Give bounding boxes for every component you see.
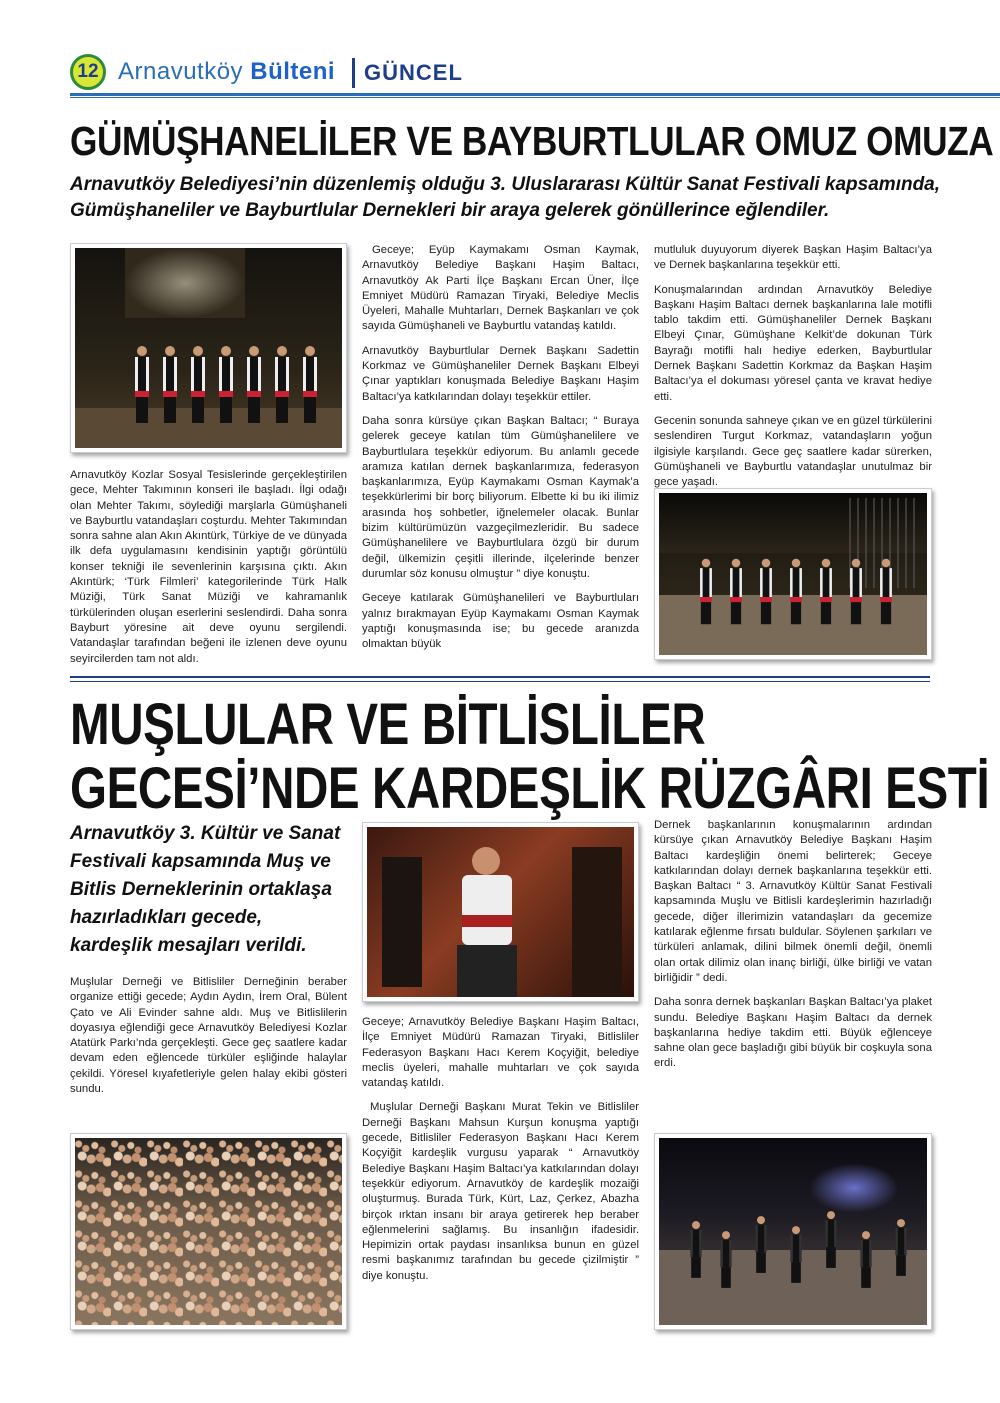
article2-subtitle: Arnavutköy 3. Kültür ve Sanat Festivali kapsamında Muş ve Bitlis Derneklerinin ortaklaşa hazırladıkları gecede, kardeşlik mesajları verildi. — [70, 823, 341, 956]
article1-col3-paragraph: Gecenin sonunda sahneye çıkan ve en güzel türkülerini seslendiren Turgut Korkmaz, vatandaşların yoğun ilgisiyle karşılandı. Gece geç saatlere kadar sürerken, Gümüşhaneli ve Bayburtlu vatandaşlar unutulmaz bir gece yaşadı. — [654, 414, 932, 489]
dancer-head — [472, 847, 500, 875]
publication-bold: Bülteni — [250, 58, 336, 85]
dancer-figure — [825, 1211, 836, 1268]
dancer-figure — [720, 1231, 731, 1288]
page-header — [70, 52, 950, 92]
header-separator — [352, 58, 355, 88]
dancer-figure — [135, 346, 149, 423]
crowd-faces — [75, 1138, 342, 1325]
article2-column-2 — [362, 1015, 639, 1293]
article1-col2-paragraph: Arnavutköy Bayburtlular Dernek Başkanı Sadettin Korkmaz ve Gümüşhaneliler Dernek Başkanı Elbeyi Çınar yaptıkları konuşmada Belediye Başkanı Haşim Baltacı’ya katkılarından dolayı teşekkür ettiler. — [362, 344, 639, 403]
article1-col3-paragraph: mutluluk duyuyorum diyerek Başkan Haşim Baltacı’ya ve Dernek başkanlarına teşekkür etti. — [654, 244, 932, 272]
article2-photo-crowd — [70, 1133, 347, 1330]
publication-prefix: Arnavutköy — [118, 58, 251, 85]
article1-col1-paragraph: Arnavutköy Kozlar Sosyal Tesislerinde gerçekleştirilen gece, Mehter Takımının konseri ile başladı. İlgi odağı olan Mehter Takımı, söylediği marşlarla Gümüşhaneli ve Bayburtlu vatandaşları coşturdu. Mehter Takımından sonra sahne alan Akın Akıntürk, Türkiye de ve dünyada ilk defa uygulamasını kendisinin yaptığı görüntülü konser tekniği ile sevenlerinin karşısına çıktı. Akın Akıntürk; ‘Türk Filmleri’ kategorilerinde Türk Halk Müziği, Türk Sanat Müziği ve kahramanlık türkülerinden oluşan eserlerini seslendirdi. Daha sonra Bayburt yöresine ait deve oyunu sergilendi. Vatandaşlar tarafından beğeni ile izlenen deve oyunu seyircilerden tam not aldı. — [70, 469, 347, 665]
dancer-figure — [790, 1226, 801, 1283]
article1-title: GÜMÜŞHANELİLER VE BAYBURTLULAR OMUZ OMUZA — [70, 118, 994, 164]
dancer-figure — [850, 559, 862, 624]
dancer-figure — [247, 346, 261, 423]
halay-image — [659, 1138, 927, 1325]
article2-col2-paragraph: Geceye; Arnavutköy Belediye Başkanı Haşim Baltacı, İlçe Emniyet Müdürü Ramazan Tiryaki, Bitlisliler Federasyon Başkanı Hacı Kerem Koçyiğit, belediye meclis üyeleri, mahalle muhtarları ve çok sayıda vatandaş katıldı. — [362, 1016, 639, 1090]
dancer-figure — [880, 559, 892, 624]
article1-col2-paragraph: Geceye katılarak Gümüşhanelileri ve Bayburtluları yalnız bırakmayan Eyüp Kaymakamı Osman Kaymak yaptığı konuşmasında ise; bu gecede aranızda olmaktan büyük — [362, 592, 639, 651]
background-figure — [382, 857, 422, 987]
dancer-shirt — [462, 875, 512, 945]
dancer-figure — [275, 346, 289, 423]
article2-title-line2: GECESİ’NDE KARDEŞLİK RÜZGÂRI ESTİ — [70, 756, 990, 821]
dancer-closeup-image — [367, 827, 634, 997]
dancer-figure — [820, 559, 832, 624]
dancer-figure — [760, 559, 772, 624]
dancer-figure — [755, 1216, 766, 1273]
header-rule — [70, 93, 1000, 96]
dancer-figure — [163, 346, 177, 423]
dancer-figure — [191, 346, 205, 423]
article2-col2-paragraph: Muşlular Derneği Başkanı Murat Tekin ve Bitlisliler Derneği Başkanı Mahsun Kurşun konuşma yaptığı gecede, Bitlisliler Federasyon Başkanı Hacı Kerem Koçyiğit kardeşlik vurgusu yaparak “ Arnavutköy Belediye Başkanı Haşim Baltacı’ya katkılarından dolayı teşekkür ediyorum. Arnavutköy de kardeşlik mozaiği oluşturmuş. Burada Türk, Kürt, Laz, Çerkez, Abazha birçok ırktan insanı bir araya getirerek hep beraber eğlenmelerini sağlamış. Bu insanlığın ifadesidir. Hepimizin ortak paydası insanlıksa bunun en güzel resmi başkanımız tarafından bu gecede çizilmiştir ” diye konuştu. — [362, 1101, 639, 1282]
article1-col3-paragraph: Konuşmalarından ardından Arnavutköy Belediye Başkanı Haşim Baltacı dernek başkanlarına lale motifli tablo takdim etti. Gümüşhaneliler Dernek Başkanı Elbeyi Çınar, Gümüşhane Kelkit’de dokunan Türk Bayrağı motifli halı hediye ederken, Bayburtlular Dernek Başkanı Sadettin Korkmaz da Başkan Haşim Baltacı’ya el dokuması yöresel çanta ve kravat hediye etti. — [654, 283, 932, 403]
article2-photo-halay — [654, 1133, 932, 1330]
dancer-figure — [219, 346, 233, 423]
article1-subtitle: Arnavutköy Belediyesi’nin düzenlemiş olduğu 3. Uluslararası Kültür Sanat Festivali kapsamında, Gümüşhaneliler ve Bayburtlular Dernekleri bir araya gelerek gönüllerince eğlendiler. — [70, 174, 941, 221]
background-figure — [572, 847, 622, 997]
crowd-image — [75, 1138, 342, 1325]
stage-banner — [125, 248, 245, 318]
dancer-sash — [462, 915, 512, 927]
article1-col2-paragraph: Geceye; Eyüp Kaymakamı Osman Kaymak, Arnavutköy Belediye Başkanı Haşim Baltacı, Arnavutköy Ak Parti İlçe Başkanı Ercan Üner, İlçe Emniyet Müdürü Ramazan Tiryaki, Belediye Meclis Üyeleri, Mahalle Muhtarları, Dernek Başkanları ve çok sayıda Gümüşhaneli ve Bayburtlu vatandaş katıldı. — [362, 244, 639, 333]
dancer-figure — [860, 1231, 871, 1288]
section-label: GÜNCEL — [364, 60, 463, 85]
stage-lights — [809, 1163, 899, 1213]
article1-column-2 — [362, 243, 639, 661]
article2-photo-dancer — [362, 822, 639, 1002]
dancers-image — [75, 248, 342, 448]
dancer-trousers — [457, 945, 517, 997]
header-rule-thin — [70, 97, 1000, 98]
dancer-figure — [730, 559, 742, 624]
article1-column-1 — [70, 468, 347, 676]
article1-column-3 — [654, 243, 932, 499]
article2-column-1 — [70, 975, 347, 1106]
article1-col2-paragraph: Daha sonra kürsüye çıkan Başkan Baltacı; “ Buraya gelerek geceye katılan tüm Gümüşhanelilere ve Bayburtlulara teşekkür ediyorum. Bu anlamlı gecede aramıza katılan dernek başkanlarımıza, federasyon başkanlarımıza, Eyüp Kaymakamı Osman Kaymak’a teşekkürlerimi bir borç biliyorum. Elbette ki bu iki ilimiz arasında hoş sohbetler, iğnelemeler olacak. Bunlar bizim kültürümüzün vazgeçilmezleridir. Bu sadece Gümüşhanelilere ve Bayburtlulara özgü bir durum değil, ülkemizin çeşitli illerinde, ilçelerinde benzer durumlar söz konusu olmuştur ” diye konuştu. — [362, 414, 639, 580]
publication-title — [118, 58, 335, 86]
dancer-figure — [690, 1221, 701, 1278]
article-divider — [70, 676, 930, 678]
dancer-figure — [303, 346, 317, 423]
stage-floor — [75, 408, 342, 448]
article2-title — [70, 692, 990, 821]
article2-col1-paragraph: Muşlular Derneği ve Bitlisliler Derneğinin beraber organize ettiği gecede; Aydın Aydın, İrem Oral, Bülent Çato ve Ali Evinder sahne aldı. Muş ve Bitlislilerin doyasıya eğlendiği gece Arnavutköy Belediyesi Kozlar Atatürk Parkı’nda gerçekleşti. Gece geç saatlere kadar devam eden eğlencede türküler eşliğinde halaylar çekildi. Yöresel kıyafetleriyle gelen halay ekibi gösteri sundu. — [70, 976, 347, 1096]
article2-column-3 — [654, 818, 932, 1081]
page-number: 12 — [70, 54, 106, 90]
article2-col3-paragraph: Dernek başkanlarının konuşmalarının ardından kürsüye çıkan Arnavutköy Belediye Başkanı Haşim Baltacı kardeşliğin önemi belirterek; Geceye katkılarından dolayı dernek başkanlarına teşekkür etti. Başkan Baltacı “ 3. Arnavutköy Kültür Sanat Festivali kapsamında Muşlu ve Bitlisli kardeşlerimin hazırladığı gecede, diğer illerimizin vatandaşları da gecemize katılarak eğlenme fırsatı buldular. Söylenen şarkıları ve türküleri anlamak, dilini bilmek önemli değil, önemli olan ortak dilimiz olan inanç birliği, ülke birliği ve vatan birliğidir ” dedi. — [654, 819, 932, 984]
dancer-figure — [790, 559, 802, 624]
dancer-figure — [700, 559, 712, 624]
article1-photo-folk-dance — [654, 488, 932, 660]
dancer-figure — [895, 1219, 906, 1276]
folk-dance-image — [659, 493, 927, 655]
article2-title-line1: MUŞLULAR VE BİTLİSLİLER — [70, 692, 706, 757]
article2-col3-paragraph: Daha sonra dernek başkanları Başkan Baltacı’ya plaket sundu. Belediye Başkanı Haşim Baltacı da dernek başkanlarına hediye takdim etti. Büyük eğlenceye sahne olan gece başladığı gibi büyük bir coşkuyla sona erdi. — [654, 996, 932, 1070]
article-divider-thin — [70, 681, 930, 682]
article1-photo-dancers — [70, 243, 347, 453]
